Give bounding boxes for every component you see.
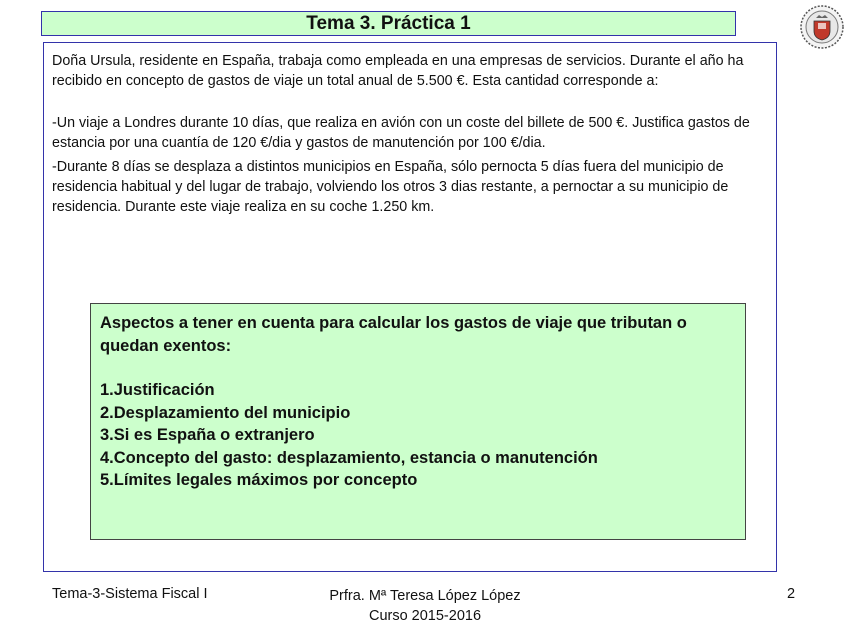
slide-title: Tema 3. Práctica 1 [41,11,736,36]
footer-author-name: Prfra. Mª Teresa López López [329,588,521,604]
aspect-item: 4.Concepto del gasto: desplazamiento, estancia o manutención [100,448,598,467]
aspects-list [100,379,736,492]
aspect-item: 1.Justificación [100,381,215,399]
exercise-paragraph: -Durante 8 días se desplaza a distintos municipios en España, sólo pernocta 5 días fuera del municipio de residencia habitual y del lugar de trabajo, volviendo los otros 3 dias restante, a pernoctar a su municipio de residencia. Durante este viaje realiza en su coche 1.250 km. [52,159,729,215]
page-number: 2 [787,586,796,602]
aspect-item: 3.Si es España o extranjero [100,426,315,444]
university-seal-icon [799,4,845,50]
aspects-box [90,303,746,540]
aspects-intro: Aspectos a tener en cuenta para calcular los gastos de viaje que tributan o quedan exentos: [100,314,687,355]
aspect-item: 2.Desplazamiento del municipio [100,403,351,422]
footer-author [300,586,550,626]
exercise-box [43,42,777,572]
exercise-paragraph: Doña Ursula, residente en España, trabaja como empleada en una empresas de servicios. Durante el año ha recibido en concepto de gastos de viaje un total anual de 5.500 €. Esta cantidad corresponde a: [52,53,744,89]
footer-course: Tema-3-Sistema Fiscal I [52,586,208,602]
footer-academic-year: Curso 2015-2016 [368,608,482,624]
exercise-paragraph: -Un viaje a Londres durante 10 días, que realiza en avión con un coste del billete de 500 €. Justifica gastos de estancia por una cuantía de 120 €/dia y gastos de manutención por 100 €/dia. [52,115,750,151]
aspect-item: 5.Límites legales máximos por concepto [100,471,418,489]
